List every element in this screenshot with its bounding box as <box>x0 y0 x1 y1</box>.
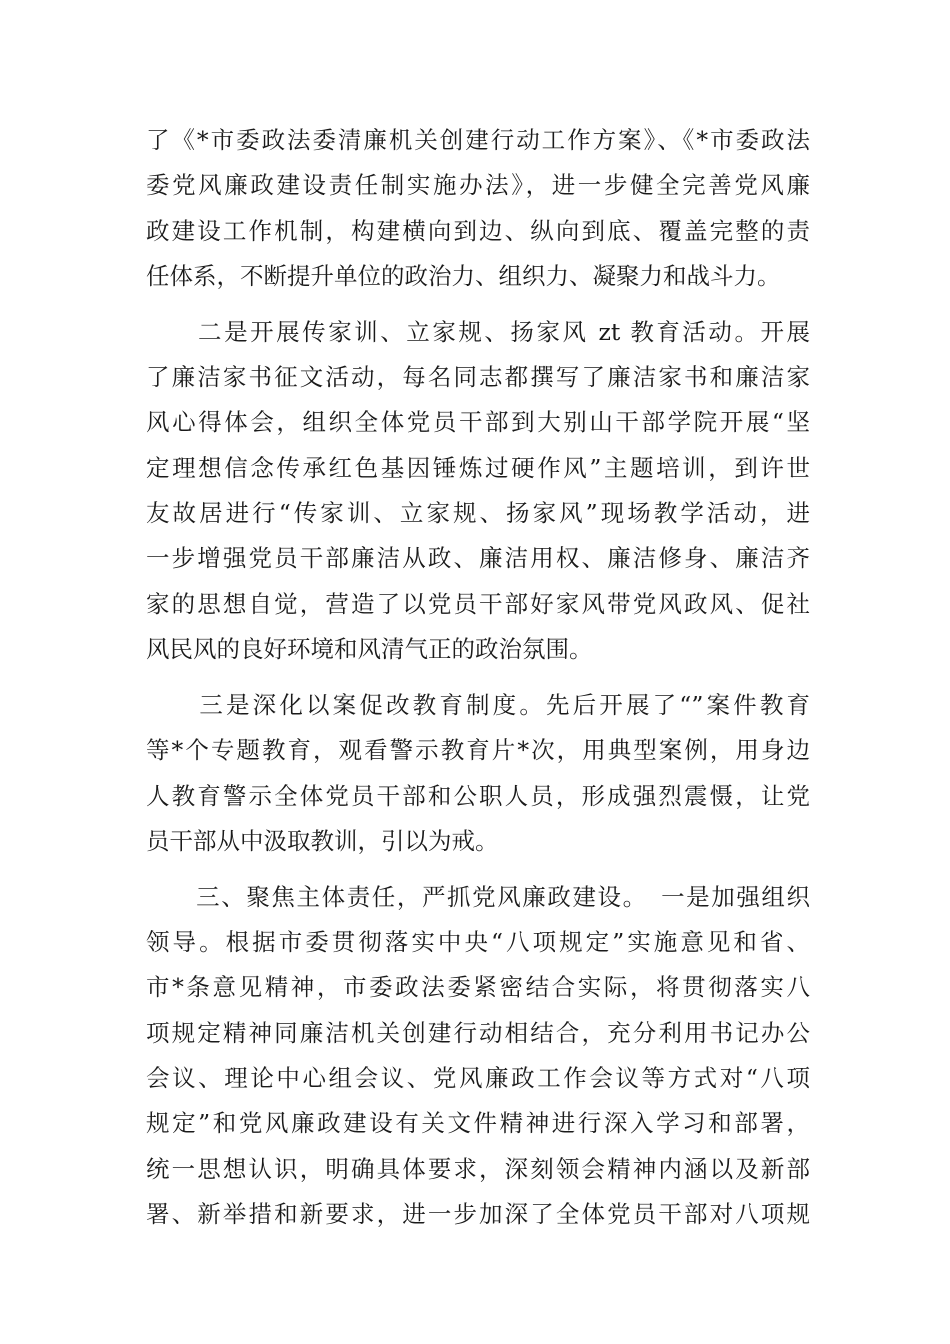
text-line: 友故居进行“传家训、立家规、扬家风”现场教学活动，进 <box>146 499 810 528</box>
text-line: 委党风廉政建设责任制实施办法》，进一步健全完善党风廉 <box>146 171 810 200</box>
body-text <box>146 118 810 1237</box>
text-line: 员干部从中汲取教训，引以为戒。 <box>146 826 499 855</box>
text-line: 市*条意见精神，市委政法委紧密结合实际，将贯彻落实八 <box>146 973 810 1002</box>
text-line: 三是深化以案促改教育制度。先后开展了“”案件教育 <box>146 690 810 719</box>
text-line: 项规定精神同廉洁机关创建行动相结合，充分利用书记办公 <box>146 1018 810 1047</box>
text-line: 三、聚焦主体责任，严抓党风廉政建设。 一是加强组织 <box>146 882 810 911</box>
text-line: 等*个专题教育，观看警示教育片*次，用典型案例，用身边 <box>146 736 810 765</box>
text-line: 政建设工作机制，构建横向到边、纵向到底、覆盖完整的责 <box>146 216 810 245</box>
text-line: 领导。根据市委贯彻落实中央“八项规定”实施意见和省、 <box>146 928 810 957</box>
text-line: 风民风的良好环境和风清气正的政治氛围。 <box>146 634 593 663</box>
text-line: 署、新举措和新要求，进一步加深了全体党员干部对八项规 <box>146 1199 810 1228</box>
text-line: 家的思想自觉，营造了以党员干部好家风带党风政风、促社 <box>146 589 810 618</box>
text-line: 定理想信念传承红色基因锤炼过硬作风”主题培训，到许世 <box>146 453 810 482</box>
text-line: 二是开展传家训、立家规、扬家风 zt 教育活动。开展 <box>146 317 810 346</box>
text-line: 任体系，不断提升单位的政治力、组织力、凝聚力和战斗力。 <box>146 261 781 290</box>
text-line: 会议、理论中心组会议、党风廉政工作会议等方式对“八项 <box>146 1064 810 1093</box>
text-line: 了廉洁家书征文活动，每名同志都撰写了廉洁家书和廉洁家 <box>146 363 810 392</box>
text-line: 风心得体会，组织全体党员干部到大别山干部学院开展“坚 <box>146 408 810 437</box>
text-line: 了《*市委政法委清廉机关创建行动工作方案》、《*市委政法 <box>146 126 810 154</box>
text-line: 统一思想认识，明确具体要求，深刻领会精神内涵以及新部 <box>146 1154 810 1183</box>
text-line: 人教育警示全体党员干部和公职人员，形成强烈震慑，让党 <box>146 781 810 810</box>
text-line: 一步增强党员干部廉洁从政、廉洁用权、廉洁修身、廉洁齐 <box>146 544 810 573</box>
text-line: 规定”和党风廉政建设有关文件精神进行深入学习和部署， <box>146 1109 810 1138</box>
